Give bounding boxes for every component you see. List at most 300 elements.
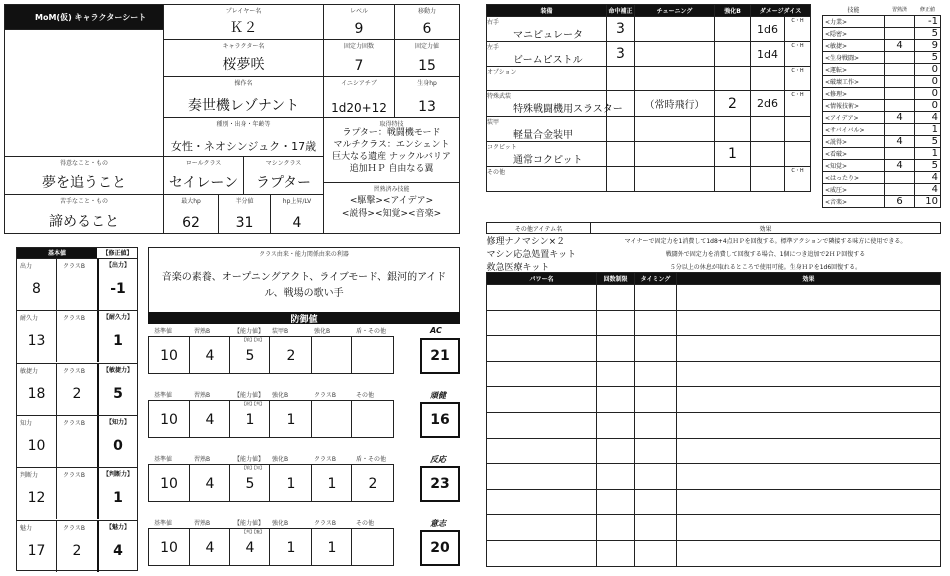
defense-result-label: 反応 bbox=[430, 455, 446, 464]
skills-label: 取得特技 bbox=[379, 121, 404, 128]
equip-dice bbox=[751, 67, 785, 91]
item-name: マシン応急処置キット bbox=[486, 250, 577, 260]
machine-label: 操作名 bbox=[234, 80, 253, 87]
mclass-field bbox=[243, 156, 324, 195]
equip-name: 軽量合金装甲 bbox=[513, 130, 573, 141]
equip-row bbox=[487, 42, 811, 67]
defense-result: 23 bbox=[420, 466, 460, 502]
skill-row bbox=[823, 123, 941, 135]
defense-col-label: 基準値 bbox=[154, 392, 173, 399]
equip-row bbox=[487, 91, 811, 117]
power-effect-cell[interactable] bbox=[677, 310, 941, 336]
defense-tag: 【耐】【判】 bbox=[242, 401, 264, 406]
defense-col-label: 【能力値】 bbox=[234, 328, 265, 335]
name-field bbox=[163, 39, 324, 77]
skill-trained bbox=[885, 51, 915, 63]
defense-col-label: 習熟B bbox=[194, 520, 211, 527]
skill-row bbox=[823, 63, 941, 75]
skill-row bbox=[823, 195, 941, 207]
powers-header: タイミング bbox=[635, 273, 677, 285]
power-effect-cell[interactable] bbox=[677, 464, 941, 490]
name-value: 桜夢咲 bbox=[222, 57, 265, 73]
equip-dice bbox=[751, 117, 785, 142]
power-timing-cell[interactable] bbox=[635, 464, 677, 490]
equip-ch bbox=[785, 142, 811, 167]
power-name-cell[interactable] bbox=[487, 387, 597, 413]
defense-col-label: 盾・その他 bbox=[356, 328, 387, 335]
stat-label: 判断力 bbox=[20, 472, 39, 480]
half-field bbox=[218, 194, 271, 234]
power-uses-cell[interactable] bbox=[597, 464, 635, 490]
power-name-cell[interactable] bbox=[487, 361, 597, 387]
skill-row bbox=[823, 183, 941, 195]
guard-value: 15 bbox=[418, 58, 436, 74]
skill-line: マルチクラス：エンシェント bbox=[333, 140, 450, 150]
power-row bbox=[487, 412, 941, 438]
player-field bbox=[163, 4, 324, 40]
skill-mod: 9 bbox=[915, 39, 941, 51]
used-line: <駆撃><アイデア> bbox=[349, 196, 434, 206]
items-header: 効果 bbox=[591, 223, 941, 234]
skill-mod: 5 bbox=[915, 27, 941, 39]
lvhp-field bbox=[270, 194, 324, 234]
stat-base: 12 bbox=[27, 490, 46, 507]
player-label: プレイヤー名 bbox=[225, 8, 262, 15]
class-feat-text: 音楽の素養、オープニングアクト、ライブモード、銀河的アイドル、戦場の歌い手 bbox=[161, 272, 447, 299]
skills-header: 修正値 bbox=[919, 6, 935, 13]
equip-boost: 2 bbox=[715, 91, 751, 117]
skill-name: <音楽> bbox=[823, 195, 885, 207]
power-timing-cell[interactable] bbox=[635, 285, 677, 311]
defense-val: 1 bbox=[286, 476, 296, 492]
item-row bbox=[487, 247, 941, 260]
skills-box bbox=[323, 117, 460, 183]
skill-trained: 4 bbox=[885, 159, 915, 171]
item-name: 救急医療キット bbox=[486, 263, 550, 273]
skill-name: <敏捷> bbox=[823, 39, 885, 51]
guard-label: 固定力値 bbox=[414, 43, 439, 50]
equip-hit bbox=[607, 167, 635, 192]
defense-val: 2 bbox=[368, 476, 378, 492]
stat-row bbox=[17, 520, 137, 572]
power-timing-cell[interactable] bbox=[635, 489, 677, 515]
init-label: イニシアチブ bbox=[341, 80, 377, 87]
class-feat-box bbox=[148, 247, 460, 313]
skill-mod: 4 bbox=[915, 183, 941, 195]
stat-base: 10 bbox=[27, 437, 46, 454]
equip-hit: 3 bbox=[607, 17, 635, 42]
character-portrait bbox=[4, 29, 164, 157]
fixed-value: 7 bbox=[354, 58, 364, 74]
bio-value: 女性・ネオシンジュク・17歳 bbox=[170, 140, 317, 153]
skill-mod: 0 bbox=[915, 75, 941, 87]
defense-val: 4 bbox=[205, 348, 215, 364]
powers-header: パワー名 bbox=[487, 273, 597, 285]
defense-col-label: 【能力値】 bbox=[234, 520, 265, 527]
equip-boost bbox=[715, 42, 751, 67]
stat-base: 18 bbox=[27, 385, 46, 402]
power-uses-cell[interactable] bbox=[597, 310, 635, 336]
stat-mod: 0 bbox=[113, 437, 123, 454]
player-value: Ｋ２ bbox=[229, 20, 258, 36]
power-uses-cell[interactable] bbox=[597, 387, 635, 413]
power-timing-cell[interactable] bbox=[635, 336, 677, 362]
class-feat-label: クラス由来・能力関係由来の利器 bbox=[259, 251, 349, 258]
power-timing-cell[interactable] bbox=[635, 540, 677, 566]
power-effect-cell[interactable] bbox=[677, 285, 941, 311]
defense-col-label: 強化B bbox=[272, 520, 289, 527]
defense-col-label: 基準値 bbox=[154, 520, 173, 527]
skill-row bbox=[823, 171, 941, 183]
stat-row bbox=[17, 258, 137, 310]
skill-name: <情報技術> bbox=[823, 99, 885, 111]
mclass-value: ラプター bbox=[255, 175, 312, 191]
power-name-cell[interactable] bbox=[487, 438, 597, 464]
stat-base: 8 bbox=[32, 281, 41, 297]
maxhp-value: 62 bbox=[182, 215, 200, 231]
defense-val: 4 bbox=[205, 476, 215, 492]
defense-col-label: 強化B bbox=[314, 328, 331, 335]
skill-trained bbox=[885, 171, 915, 183]
defense-col-label: 強化B bbox=[272, 392, 289, 399]
hp-label: 生身hp bbox=[417, 80, 437, 87]
defense-col-label: クラスB bbox=[314, 456, 336, 463]
defense-col-label: その他 bbox=[356, 520, 375, 527]
power-effect-cell[interactable] bbox=[677, 515, 941, 541]
equip-hit bbox=[607, 142, 635, 167]
lvhp-label: hp上昇/LV bbox=[282, 198, 312, 205]
stat-mod: 1 bbox=[113, 333, 123, 350]
power-name-cell[interactable] bbox=[487, 285, 597, 311]
power-uses-cell[interactable] bbox=[597, 336, 635, 362]
move-label: 移動力 bbox=[417, 8, 436, 15]
equip-name: ビームピストル bbox=[513, 55, 583, 66]
power-effect-cell[interactable] bbox=[677, 361, 941, 387]
skill-mod: 1 bbox=[915, 147, 941, 159]
power-name-cell[interactable] bbox=[487, 464, 597, 490]
half-value: 31 bbox=[235, 215, 254, 231]
power-uses-cell[interactable] bbox=[597, 438, 635, 464]
skill-mod: 10 bbox=[915, 195, 941, 207]
fixed-label: 固定力固数 bbox=[343, 43, 374, 50]
stat-mod-label: 【魅力】 bbox=[105, 523, 130, 531]
stat-mod: 5 bbox=[113, 385, 123, 402]
equip-dice: 1d4 bbox=[751, 42, 785, 67]
power-row bbox=[487, 310, 941, 336]
skill-row bbox=[823, 51, 941, 63]
skill-name: <生身戦闘> bbox=[823, 51, 885, 63]
power-effect-cell[interactable] bbox=[677, 387, 941, 413]
equip-tune bbox=[635, 17, 715, 42]
power-effect-cell[interactable] bbox=[677, 438, 941, 464]
stat-base: 17 bbox=[27, 542, 46, 559]
stat-class-label: クラスB bbox=[63, 315, 85, 323]
power-timing-cell[interactable] bbox=[635, 361, 677, 387]
equip-row bbox=[487, 142, 811, 167]
item-effect: ５分以上の休息が取れるところで使用可能。生身ＨＰを1d6回復する。 bbox=[669, 264, 862, 271]
role-label: ロールクラス bbox=[185, 160, 222, 167]
skills-table bbox=[822, 4, 941, 208]
power-effect-cell[interactable] bbox=[677, 489, 941, 515]
stat-mod-label: 【判断力】 bbox=[102, 471, 133, 479]
maxhp-label: 最大hp bbox=[181, 198, 201, 205]
power-row bbox=[487, 336, 941, 362]
power-name-cell[interactable] bbox=[487, 515, 597, 541]
equip-boost bbox=[715, 117, 751, 142]
guard-field bbox=[394, 39, 460, 77]
equip-tune bbox=[635, 117, 715, 142]
stats-block bbox=[16, 247, 138, 571]
stat-label: 出力 bbox=[20, 263, 33, 270]
items-header: その他アイテム名 bbox=[487, 223, 591, 234]
skill-trained: 4 bbox=[885, 135, 915, 147]
defense-val: 1 bbox=[327, 540, 337, 556]
equip-row bbox=[487, 67, 811, 91]
power-effect-cell[interactable] bbox=[677, 336, 941, 362]
skill-name: <説得> bbox=[823, 135, 885, 147]
stat-class-label: クラスB bbox=[63, 472, 85, 480]
defense-result-label: AC bbox=[430, 326, 442, 335]
stat-class: 2 bbox=[72, 542, 82, 559]
power-name-cell[interactable] bbox=[487, 489, 597, 515]
equip-header: 命中補正 bbox=[607, 5, 635, 17]
equip-header: ダメージダイス bbox=[751, 5, 811, 17]
stats-header-base: 基本値 bbox=[17, 248, 97, 258]
stat-mod: 4 bbox=[113, 542, 123, 559]
defense-val: 1 bbox=[286, 412, 296, 428]
equip-dice: 1d6 bbox=[751, 17, 785, 42]
equip-header: 装備 bbox=[487, 5, 607, 17]
equip-boost bbox=[715, 17, 751, 42]
stat-label: 知力 bbox=[20, 419, 33, 427]
defense-result: 20 bbox=[420, 530, 460, 566]
skills-header: 技能 bbox=[847, 6, 860, 14]
power-timing-cell[interactable] bbox=[635, 438, 677, 464]
equip-name: マニピュレータ bbox=[513, 30, 583, 41]
power-name-cell[interactable] bbox=[487, 310, 597, 336]
skill-trained bbox=[885, 123, 915, 135]
skill-mod: 0 bbox=[915, 87, 941, 99]
power-row bbox=[487, 540, 941, 566]
power-row bbox=[487, 489, 941, 515]
defense-col-label: 【能力値】 bbox=[234, 456, 265, 463]
weak-field bbox=[4, 194, 164, 234]
skill-name: <アイデア> bbox=[823, 111, 885, 123]
defense-val: 2 bbox=[286, 348, 296, 364]
skill-trained bbox=[885, 87, 915, 99]
skills-header: 習熟済 bbox=[891, 6, 907, 13]
defense-col-label: 【能力値】 bbox=[234, 392, 265, 399]
equip-ch bbox=[785, 117, 811, 142]
equip-category: 左手 bbox=[487, 44, 500, 51]
skill-name: <知覚> bbox=[823, 159, 885, 171]
stat-mod-label: 【敏捷力】 bbox=[102, 366, 133, 374]
power-name-cell[interactable] bbox=[487, 336, 597, 362]
defense-result-label: 頑健 bbox=[430, 391, 446, 400]
defense-val: 10 bbox=[160, 476, 178, 492]
defense-col-label: 装甲B bbox=[272, 328, 289, 335]
init-value: 1d20+12 bbox=[331, 101, 387, 115]
skill-name: <威圧> bbox=[823, 183, 885, 195]
fixed-field bbox=[323, 39, 395, 77]
defense-col-label: 基準値 bbox=[154, 328, 173, 335]
equip-boost bbox=[715, 167, 751, 192]
role-field bbox=[163, 156, 244, 195]
stat-class-label: クラスB bbox=[63, 263, 85, 270]
skill-row bbox=[823, 75, 941, 87]
skill-mod: 5 bbox=[915, 135, 941, 147]
skill-trained bbox=[885, 27, 915, 39]
skill-name: <隠密> bbox=[823, 27, 885, 39]
item-effect: マイナーで固定力を1消費して1d8+4点ＨＰを回復する。標準アクションで隣接する味方に使用できる。 bbox=[624, 238, 907, 245]
power-timing-cell[interactable] bbox=[635, 412, 677, 438]
skill-line: 追加ＨＰ 自由なる翼 bbox=[349, 164, 434, 174]
skill-name: <はったり> bbox=[823, 171, 885, 183]
skill-name: <看破> bbox=[823, 147, 885, 159]
power-timing-cell[interactable] bbox=[635, 515, 677, 541]
defense-val: 4 bbox=[245, 540, 255, 556]
defense-col-label: 習熟B bbox=[194, 328, 211, 335]
skill-trained: 4 bbox=[885, 39, 915, 51]
equip-row bbox=[487, 117, 811, 142]
move-value: 6 bbox=[422, 21, 432, 37]
stat-base: 13 bbox=[27, 333, 46, 350]
skill-mod: 5 bbox=[915, 159, 941, 171]
power-timing-cell[interactable] bbox=[635, 310, 677, 336]
bio-field bbox=[163, 117, 324, 157]
skill-mod: 5 bbox=[915, 51, 941, 63]
used-box bbox=[323, 182, 460, 234]
stat-mod: 1 bbox=[113, 490, 123, 507]
skill-trained bbox=[885, 75, 915, 87]
mclass-label: マシンクラス bbox=[265, 160, 302, 167]
skill-mod: 0 bbox=[915, 99, 941, 111]
skill-mod: -1 bbox=[915, 15, 941, 27]
item-effect: 戦闘外で固定力を消費して回復する場合、1個につき追加で2ＨＰ回復する bbox=[665, 251, 866, 258]
stat-mod: -1 bbox=[110, 281, 126, 297]
equip-category: コクピット bbox=[487, 144, 517, 151]
bio-label: 種別・出身・年齢等 bbox=[216, 121, 271, 128]
equip-ch: C・H bbox=[785, 91, 811, 117]
equip-category: 装甲 bbox=[487, 119, 500, 126]
skill-line: 巨大なる遺産 ナックルバリア bbox=[332, 152, 451, 162]
skill-line: ラプター：戦闘機モード bbox=[342, 128, 441, 138]
equip-ch: C・H bbox=[785, 167, 811, 192]
power-row bbox=[487, 387, 941, 413]
skill-row bbox=[823, 159, 941, 171]
weak-label: 苦手なこと・もの bbox=[59, 198, 108, 205]
equip-category: 特殊武装 bbox=[487, 93, 512, 100]
lvhp-value: 4 bbox=[292, 215, 302, 231]
skill-mod: 0 bbox=[915, 63, 941, 75]
name-label: キャラクター名 bbox=[222, 43, 265, 50]
used-label: 習熟済み技能 bbox=[373, 186, 410, 193]
defense-result: 21 bbox=[420, 338, 460, 374]
skill-name: <破壊工作> bbox=[823, 75, 885, 87]
equip-dice: 2d6 bbox=[751, 91, 785, 117]
skill-name: <修理> bbox=[823, 87, 885, 99]
defense-col-label: 強化B bbox=[272, 456, 289, 463]
power-row bbox=[487, 515, 941, 541]
half-label: 半分値 bbox=[235, 198, 254, 205]
equip-category: 右手 bbox=[487, 19, 500, 26]
hp-field bbox=[394, 76, 460, 118]
equip-dice bbox=[751, 167, 785, 192]
skill-trained bbox=[885, 63, 915, 75]
skill-row bbox=[823, 135, 941, 147]
power-effect-cell[interactable] bbox=[677, 412, 941, 438]
equip-hit bbox=[607, 117, 635, 142]
item-row bbox=[487, 234, 941, 248]
equip-row bbox=[487, 17, 811, 42]
defense-result: 16 bbox=[420, 402, 460, 438]
stat-label: 魅力 bbox=[20, 524, 33, 532]
powers-header: 効果 bbox=[677, 273, 941, 285]
defense-col-label: クラスB bbox=[314, 520, 336, 527]
equip-tune bbox=[635, 142, 715, 167]
equip-tune bbox=[635, 42, 715, 67]
power-uses-cell[interactable] bbox=[597, 540, 635, 566]
skill-trained: 6 bbox=[885, 195, 915, 207]
power-row bbox=[487, 285, 941, 311]
defense-val: 1 bbox=[245, 412, 255, 428]
defense-val: 1 bbox=[327, 476, 337, 492]
want-field bbox=[4, 156, 164, 195]
defense-col-label: その他 bbox=[356, 392, 375, 399]
role-value: セイレーン bbox=[168, 175, 239, 191]
defense-col-label: 盾・その他 bbox=[356, 456, 387, 463]
skill-mod: 1 bbox=[915, 123, 941, 135]
maxhp-field bbox=[163, 194, 219, 234]
power-uses-cell[interactable] bbox=[597, 285, 635, 311]
equip-category: その他 bbox=[487, 169, 506, 176]
defense-val: 10 bbox=[160, 348, 178, 364]
stat-mod-label: 【耐久力】 bbox=[102, 314, 133, 322]
item-name: 修理ナノマシン×２ bbox=[486, 237, 566, 247]
stat-row bbox=[17, 310, 137, 362]
equip-ch: C・H bbox=[785, 42, 811, 67]
equip-dice bbox=[751, 142, 785, 167]
powers-header: 回数制限 bbox=[597, 273, 635, 285]
power-name-cell[interactable] bbox=[487, 412, 597, 438]
defense-col-label: クラスB bbox=[314, 392, 336, 399]
stat-mod-label: 【出力】 bbox=[105, 262, 130, 269]
want-value: 夢を追うこと bbox=[42, 175, 126, 191]
equip-name: 通常コクピット bbox=[513, 155, 583, 166]
level-value: 9 bbox=[354, 21, 364, 37]
skill-row bbox=[823, 87, 941, 99]
equip-category: オプション bbox=[487, 69, 517, 76]
defense-title: 防御値 bbox=[148, 312, 460, 324]
defense-val: 10 bbox=[160, 412, 178, 428]
defense-val: 10 bbox=[160, 540, 178, 556]
stat-row bbox=[17, 467, 137, 519]
power-name-cell[interactable] bbox=[487, 540, 597, 566]
power-uses-cell[interactable] bbox=[597, 489, 635, 515]
power-timing-cell[interactable] bbox=[635, 387, 677, 413]
power-uses-cell[interactable] bbox=[597, 515, 635, 541]
used-line: <説得><知覚><音楽> bbox=[341, 209, 442, 219]
init-field bbox=[323, 76, 395, 118]
power-effect-cell[interactable] bbox=[677, 540, 941, 566]
power-uses-cell[interactable] bbox=[597, 412, 635, 438]
hp-value: 13 bbox=[418, 99, 436, 115]
defense-val: 1 bbox=[286, 540, 296, 556]
skill-trained bbox=[885, 147, 915, 159]
equip-tune: （常時飛行） bbox=[635, 91, 715, 117]
defense-col-label: 習熟B bbox=[194, 456, 211, 463]
power-uses-cell[interactable] bbox=[597, 361, 635, 387]
